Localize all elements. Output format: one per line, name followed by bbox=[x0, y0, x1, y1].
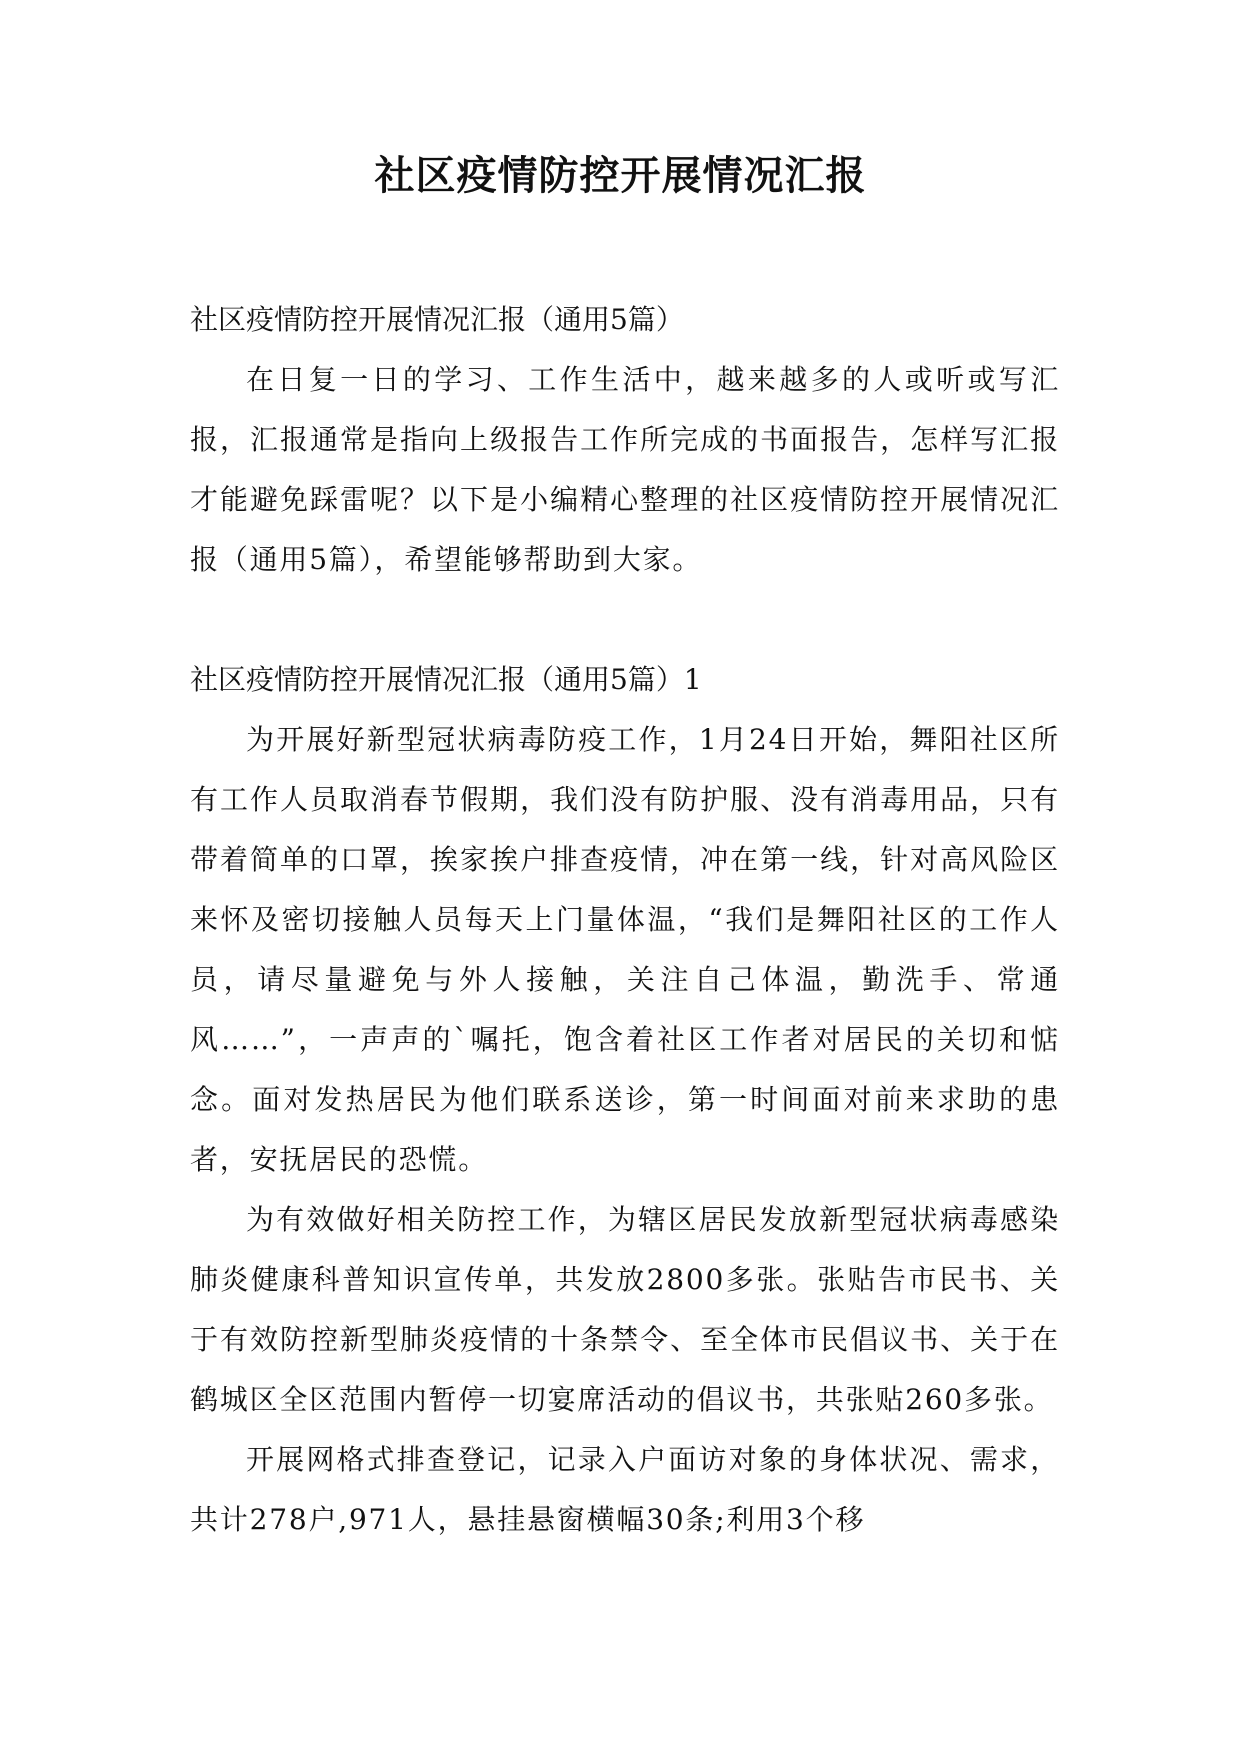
section-1-paragraph-2: 为有效做好相关防控工作，为辖区居民发放新型冠状病毒感染肺炎健康科普知识宣传单，共发放2800多张。张贴告市民书、关于有效防控新型肺炎疫情的十条禁令、至全体市民倡议书、关于在鹤城区全区范围内暂停一切宴席活动的倡议书，共张贴260多张。 bbox=[190, 1203, 1060, 1416]
document-title: 社区疫情防控开展情况汇报 bbox=[374, 152, 867, 199]
section-1-paragraph-1: 为开展好新型冠状病毒防疫工作，1月24日开始，舞阳社区所有工作人员取消春节假期，我们没有防护服、没有消毒用品，只有带着简单的口罩，挨家挨户排查疫情，冲在第一线，针对高风险区来怀及密切接触人员每天上门量体温，“我们是舞阳社区的工作人员，请尽量避免与外人接触，关注自己体温，勤洗手、常通风……”，一声声的`嘱托，饱含着社区工作者对居民的关切和惦念。面对发热居民为他们联系送诊，第一时间面对前来求助的患者，安抚居民的恐慌。 bbox=[190, 723, 1060, 1176]
intro-paragraph: 在日复一日的学习、工作生活中，越来越多的人或听或写汇报，汇报通常是指向上级报告工作所完成的书面报告，怎样写汇报才能避免踩雷呢？以下是小编精心整理的社区疫情防控开展情况汇报（通用5篇），希望能够帮助到大家。 bbox=[190, 363, 1060, 576]
document-body bbox=[190, 290, 1060, 1550]
section-1-heading: 社区疫情防控开展情况汇报（通用5篇）1 bbox=[190, 663, 702, 696]
intro-heading: 社区疫情防控开展情况汇报（通用5篇） bbox=[190, 303, 684, 336]
section-1-paragraph-3: 开展网格式排查登记，记录入户面访对象的身体状况、需求，共计278户,971人，悬挂悬窗横幅30条;利用3个移 bbox=[190, 1443, 1060, 1536]
section-spacer bbox=[190, 590, 1060, 650]
